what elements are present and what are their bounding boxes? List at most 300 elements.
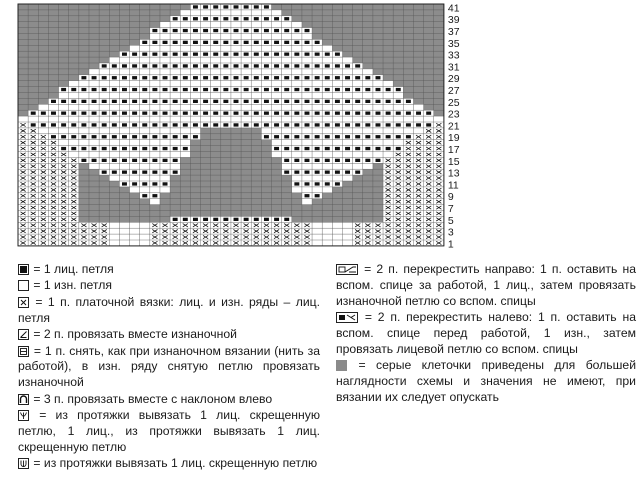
knit-mark: [183, 112, 188, 115]
chart-cell: [393, 128, 403, 134]
chart-cell: [251, 93, 261, 99]
knit-mark: [254, 88, 259, 91]
knit-mark: [213, 76, 218, 79]
knit-mark: [102, 112, 107, 115]
knit-mark: [254, 112, 259, 115]
chart-cell: [119, 140, 129, 146]
knit-mark: [426, 112, 431, 115]
chart-cell: [272, 34, 282, 40]
knit-mark: [244, 123, 249, 126]
knit-mark: [406, 112, 411, 115]
k2tog-purl-icon: [18, 329, 29, 340]
knit-mark: [203, 41, 208, 44]
knit-mark: [102, 147, 107, 150]
chart-cell: [231, 104, 241, 110]
row-label: 37: [447, 26, 460, 38]
knit-mark: [203, 53, 208, 56]
chart-cell: [332, 222, 342, 228]
chart-cell: [302, 175, 312, 181]
knit-mark: [152, 64, 157, 67]
chart-cell: [292, 45, 302, 51]
knit-mark: [365, 123, 370, 126]
chart-cell: [261, 45, 271, 51]
legend-right: [336, 262, 636, 407]
knit-mark: [173, 218, 178, 221]
chart-cell: [180, 34, 190, 40]
knit-mark: [183, 41, 188, 44]
chart-cell: [353, 163, 363, 169]
chart-cell: [261, 93, 271, 99]
chart-cell: [201, 93, 211, 99]
chart-cell: [261, 116, 271, 122]
knit-mark: [376, 159, 381, 162]
knit-mark: [274, 64, 279, 67]
knit-mark: [294, 29, 299, 32]
chart-cell: [180, 116, 190, 122]
knit-mark: [193, 53, 198, 56]
chart-cell: [79, 152, 89, 158]
knit-mark: [345, 123, 350, 126]
chart-cell: [241, 10, 251, 16]
knit-mark: [223, 112, 228, 115]
row-label: 1: [447, 238, 454, 251]
chart-cell: [79, 140, 89, 146]
chart-cell: [251, 22, 261, 28]
chart-cell: [322, 234, 332, 240]
chart-cell: [150, 152, 160, 158]
chart-cell: [119, 93, 129, 99]
knit-mark: [264, 64, 269, 67]
knit-mark: [244, 112, 249, 115]
chart-cell: [312, 163, 322, 169]
chart-cell: [130, 57, 140, 63]
chart-cell: [282, 45, 292, 51]
chart-cell: [119, 175, 129, 181]
chart-cell: [69, 81, 79, 87]
knit-mark: [122, 112, 127, 115]
knit-mark: [71, 147, 76, 150]
knit-mark: [254, 17, 259, 20]
knit-mark: [294, 171, 299, 174]
knit-mark: [81, 159, 86, 162]
knit-mark: [71, 123, 76, 126]
knit-mark: [305, 100, 310, 103]
chart-cell: [282, 116, 292, 122]
knit-mark: [315, 112, 320, 115]
knit-mark: [152, 41, 157, 44]
chart-cell: [130, 128, 140, 134]
chart-cell: [201, 34, 211, 40]
knit-mark: [315, 147, 320, 150]
chart-cell: [130, 234, 140, 240]
chart-cell: [89, 81, 99, 87]
chart-cell: [332, 81, 342, 87]
knit-mark: [274, 100, 279, 103]
chart-cell: [272, 104, 282, 110]
legend-k3tog-left: = 3 п. провязать вместе с наклоном влево: [18, 392, 320, 408]
knit-mark: [132, 135, 137, 138]
knit-mark: [223, 17, 228, 20]
knit-mark: [193, 112, 198, 115]
knit-mark: [376, 123, 381, 126]
legend-cross-left: = 2 п. перекрестить налево: 1 п. оставить на вспом. спице перед работой, 1 изн., затем провязать лицевой петлю со вспом. спицы: [336, 310, 636, 357]
chart-cell: [302, 45, 312, 51]
knit-mark: [213, 5, 218, 8]
chart-cell: [302, 69, 312, 75]
chart-cell: [150, 199, 160, 205]
knit-mark: [274, 135, 279, 138]
knit-mark: [163, 159, 168, 162]
cross-left-icon: [336, 312, 358, 323]
chart-cell: [332, 240, 342, 246]
row-label: 33: [447, 49, 460, 62]
chart-cell: [180, 104, 190, 110]
chart-cell: [302, 199, 312, 205]
chart-cell: [79, 116, 89, 122]
legend-k2tog-purl: = 2 п. провязать вместе изнаночной: [18, 327, 320, 343]
chart-cell: [322, 175, 332, 181]
chart-cell: [312, 140, 322, 146]
chart-cell: [140, 163, 150, 169]
knit-mark: [274, 53, 279, 56]
chart-cell: [231, 69, 241, 75]
knit-mark: [406, 135, 411, 138]
chart-cell: [140, 240, 150, 246]
knit-mark: [223, 88, 228, 91]
chart-cell: [190, 22, 200, 28]
chart-cell: [231, 116, 241, 122]
knit-mark: [223, 5, 228, 8]
chart-cell: [261, 34, 271, 40]
chart-cell: [383, 128, 393, 134]
knit-mark: [345, 159, 350, 162]
chart-cell: [221, 45, 231, 51]
knit-mark: [396, 147, 401, 150]
knit-mark: [92, 76, 97, 79]
chart-cell: [332, 116, 342, 122]
chart-cell: [140, 104, 150, 110]
row-label: 29: [447, 73, 460, 86]
knit-mark: [335, 123, 340, 126]
knit-mark: [142, 76, 147, 79]
knit-mark: [183, 135, 188, 138]
knit-mark: [294, 182, 299, 185]
chart-cell: [322, 128, 332, 134]
knit-mark: [325, 159, 330, 162]
knit-mark: [426, 123, 431, 126]
chart-cell: [251, 69, 261, 75]
row-label: 27: [447, 85, 460, 97]
knit-mark: [92, 88, 97, 91]
knit-mark: [345, 100, 350, 103]
chart-cell: [241, 93, 251, 99]
chart-cell: [292, 93, 302, 99]
knit-mark: [152, 159, 157, 162]
chart-cell: [241, 34, 251, 40]
chart-cell: [353, 116, 363, 122]
chart-cell: [48, 116, 58, 122]
knit-mark: [244, 64, 249, 67]
knit-mark: [345, 147, 350, 150]
chart-cell: [261, 104, 271, 110]
chart-cell: [424, 116, 434, 122]
chart-cell: [261, 22, 271, 28]
knit-mark: [284, 171, 289, 174]
knit-mark: [345, 76, 350, 79]
chart-cell: [363, 116, 373, 122]
chart-cell: [241, 104, 251, 110]
knit-mark: [61, 112, 66, 115]
chart-cell: [109, 140, 119, 146]
knit-mark: [335, 147, 340, 150]
knit-mark: [163, 100, 168, 103]
row-label: 9: [447, 191, 454, 204]
chart-cell: [109, 163, 119, 169]
chart-cell: [332, 104, 342, 110]
knit-mark: [274, 29, 279, 32]
chart-cell: [282, 163, 292, 169]
knit-mark: [81, 147, 86, 150]
knit-mark: [254, 76, 259, 79]
chart-cell: [99, 152, 109, 158]
knit-mark: [132, 147, 137, 150]
knit-mark: [213, 29, 218, 32]
knit-mark: [213, 88, 218, 91]
chart-cell: [99, 128, 109, 134]
knit-mark: [355, 147, 360, 150]
knit-mark: [315, 100, 320, 103]
chart-cell: [180, 81, 190, 87]
chart-cell: [393, 116, 403, 122]
knit-mark: [213, 112, 218, 115]
knit-mark: [284, 147, 289, 150]
knit-mark: [264, 100, 269, 103]
chart-cell: [302, 116, 312, 122]
knit-mark: [122, 171, 127, 174]
knit-mark: [102, 88, 107, 91]
chart-cell: [190, 116, 200, 122]
chart-cell: [130, 163, 140, 169]
chart-cell: [109, 69, 119, 75]
knit-mark: [163, 123, 168, 126]
chart-cell: [119, 234, 129, 240]
chart-cell: [201, 116, 211, 122]
chart-cell: [353, 104, 363, 110]
knit-mark: [173, 100, 178, 103]
chart-cell: [69, 128, 79, 134]
chart-cell: [342, 240, 352, 246]
chart-cell: [251, 81, 261, 87]
knit-mark: [284, 17, 289, 20]
knit-mark: [335, 135, 340, 138]
chart-cell: [383, 140, 393, 146]
chart-cell: [150, 128, 160, 134]
knit-mark: [386, 112, 391, 115]
chart-cell: [180, 22, 190, 28]
row-label: 31: [447, 61, 460, 74]
knit-mark: [244, 41, 249, 44]
knit-mark: [102, 100, 107, 103]
knit-mark: [173, 112, 178, 115]
knit-mark: [284, 135, 289, 138]
legend-cross-right: = 2 п. перекрестить направо: 1 п. оставить на вспом. спице за работой, 1 лиц., затем провязать изнаночной петлю со вспом. спицы: [336, 262, 636, 308]
knit-mark: [264, 218, 269, 221]
chart-cell: [140, 222, 150, 228]
chart-cell: [403, 116, 413, 122]
knit-mark: [376, 112, 381, 115]
knit-mark: [244, 218, 249, 221]
chart-cell: [109, 116, 119, 122]
chart-cell: [140, 69, 150, 75]
knit-mark: [163, 135, 168, 138]
knit-mark: [325, 182, 330, 185]
knit-mark: [223, 218, 228, 221]
chart-cell: [119, 152, 129, 158]
knit-mark: [376, 100, 381, 103]
knit-mark: [193, 41, 198, 44]
knit-mark: [92, 112, 97, 115]
chart-cell: [292, 104, 302, 110]
chart-cell: [89, 104, 99, 110]
chart-cell: [119, 163, 129, 169]
chart-cell: [302, 104, 312, 110]
knit-mark: [294, 53, 299, 56]
knit-mark: [112, 76, 117, 79]
chart-cell: [211, 22, 221, 28]
chart-cell: [160, 128, 170, 134]
knit-mark: [203, 5, 208, 8]
chart-cell: [190, 93, 200, 99]
knit-mark: [112, 147, 117, 150]
chart-cell: [272, 10, 282, 16]
knit-mark: [51, 135, 56, 138]
knit-mark: [102, 76, 107, 79]
knit-mark: [193, 100, 198, 103]
knit-mark: [163, 112, 168, 115]
knit-mark: [102, 159, 107, 162]
knit-mark: [173, 171, 178, 174]
knit-mark: [142, 112, 147, 115]
chart-cell: [38, 116, 48, 122]
knit-mark: [193, 76, 198, 79]
row-label: 41: [447, 2, 460, 15]
chart-cell: [282, 104, 292, 110]
legend-left: [18, 262, 320, 473]
chart-cell: [312, 45, 322, 51]
chart-cell: [261, 128, 271, 134]
row-label: 39: [447, 14, 460, 27]
knit-mark: [223, 41, 228, 44]
chart-cell: [150, 163, 160, 169]
chart-cell: [109, 175, 119, 181]
chart-cell: [241, 69, 251, 75]
row-label: 17: [447, 144, 460, 156]
knit-mark: [183, 88, 188, 91]
chart-cell: [221, 22, 231, 28]
chart-cell: [170, 128, 180, 134]
knit-mark: [294, 135, 299, 138]
knit-mark: [244, 88, 249, 91]
chart-cell: [383, 81, 393, 87]
knit-mark: [315, 171, 320, 174]
knit-mark: [274, 147, 279, 150]
knit-mark: [234, 100, 239, 103]
knit-mark: [355, 123, 360, 126]
chart-cell: [170, 45, 180, 51]
knit-mark: [112, 171, 117, 174]
knit-mark: [142, 88, 147, 91]
chart-cell: [48, 104, 58, 110]
chart-cell: [190, 104, 200, 110]
knit-mark: [234, 76, 239, 79]
knit-mark: [234, 123, 239, 126]
chart-cell: [434, 116, 444, 122]
knit-mark: [173, 53, 178, 56]
chart-cell: [119, 222, 129, 228]
knit-mark: [355, 171, 360, 174]
chart-cell: [251, 116, 261, 122]
chart-cell: [413, 116, 423, 122]
chart-cell: [282, 93, 292, 99]
knit-mark: [406, 100, 411, 103]
knit-mark: [203, 17, 208, 20]
slip-icon: [18, 346, 29, 357]
knit-mark: [396, 112, 401, 115]
chart-cell: [251, 104, 261, 110]
chart-cell: [89, 128, 99, 134]
knit-mark: [234, 112, 239, 115]
chart-cell: [59, 104, 69, 110]
knit-mark: [163, 41, 168, 44]
knit-mark: [335, 112, 340, 115]
chart-cell: [261, 57, 271, 63]
legend-purl: = 1 изн. петля: [18, 278, 320, 294]
knit-mark: [244, 29, 249, 32]
chart-cell: [261, 69, 271, 75]
chart-cell: [332, 140, 342, 146]
knit-mark: [315, 88, 320, 91]
knit-mark: [203, 88, 208, 91]
chart-cell: [312, 57, 322, 63]
knit-mark: [193, 88, 198, 91]
chart-cell: [140, 81, 150, 87]
chart-cell: [150, 57, 160, 63]
chart-cell: [170, 152, 180, 158]
chart-cell: [150, 116, 160, 122]
chart-cell: [322, 104, 332, 110]
knit-mark: [122, 88, 127, 91]
chart-cell: [342, 152, 352, 158]
knit-mark: [315, 194, 320, 197]
knit-mark: [335, 53, 340, 56]
chart-cell: [150, 175, 160, 181]
chart-cell: [322, 69, 332, 75]
knit-mark: [203, 76, 208, 79]
knit-mark: [274, 88, 279, 91]
knit-mark: [355, 76, 360, 79]
row-label: 25: [447, 96, 460, 109]
knit-mark: [305, 76, 310, 79]
chart-cell: [89, 116, 99, 122]
knit-mark: [254, 29, 259, 32]
chart-cell: [413, 104, 423, 110]
knit-mark: [132, 100, 137, 103]
chart-cell: [160, 152, 170, 158]
chart-cell: [322, 240, 332, 246]
chart-cell: [241, 57, 251, 63]
chart-cell: [211, 104, 221, 110]
knit-mark: [152, 194, 157, 197]
